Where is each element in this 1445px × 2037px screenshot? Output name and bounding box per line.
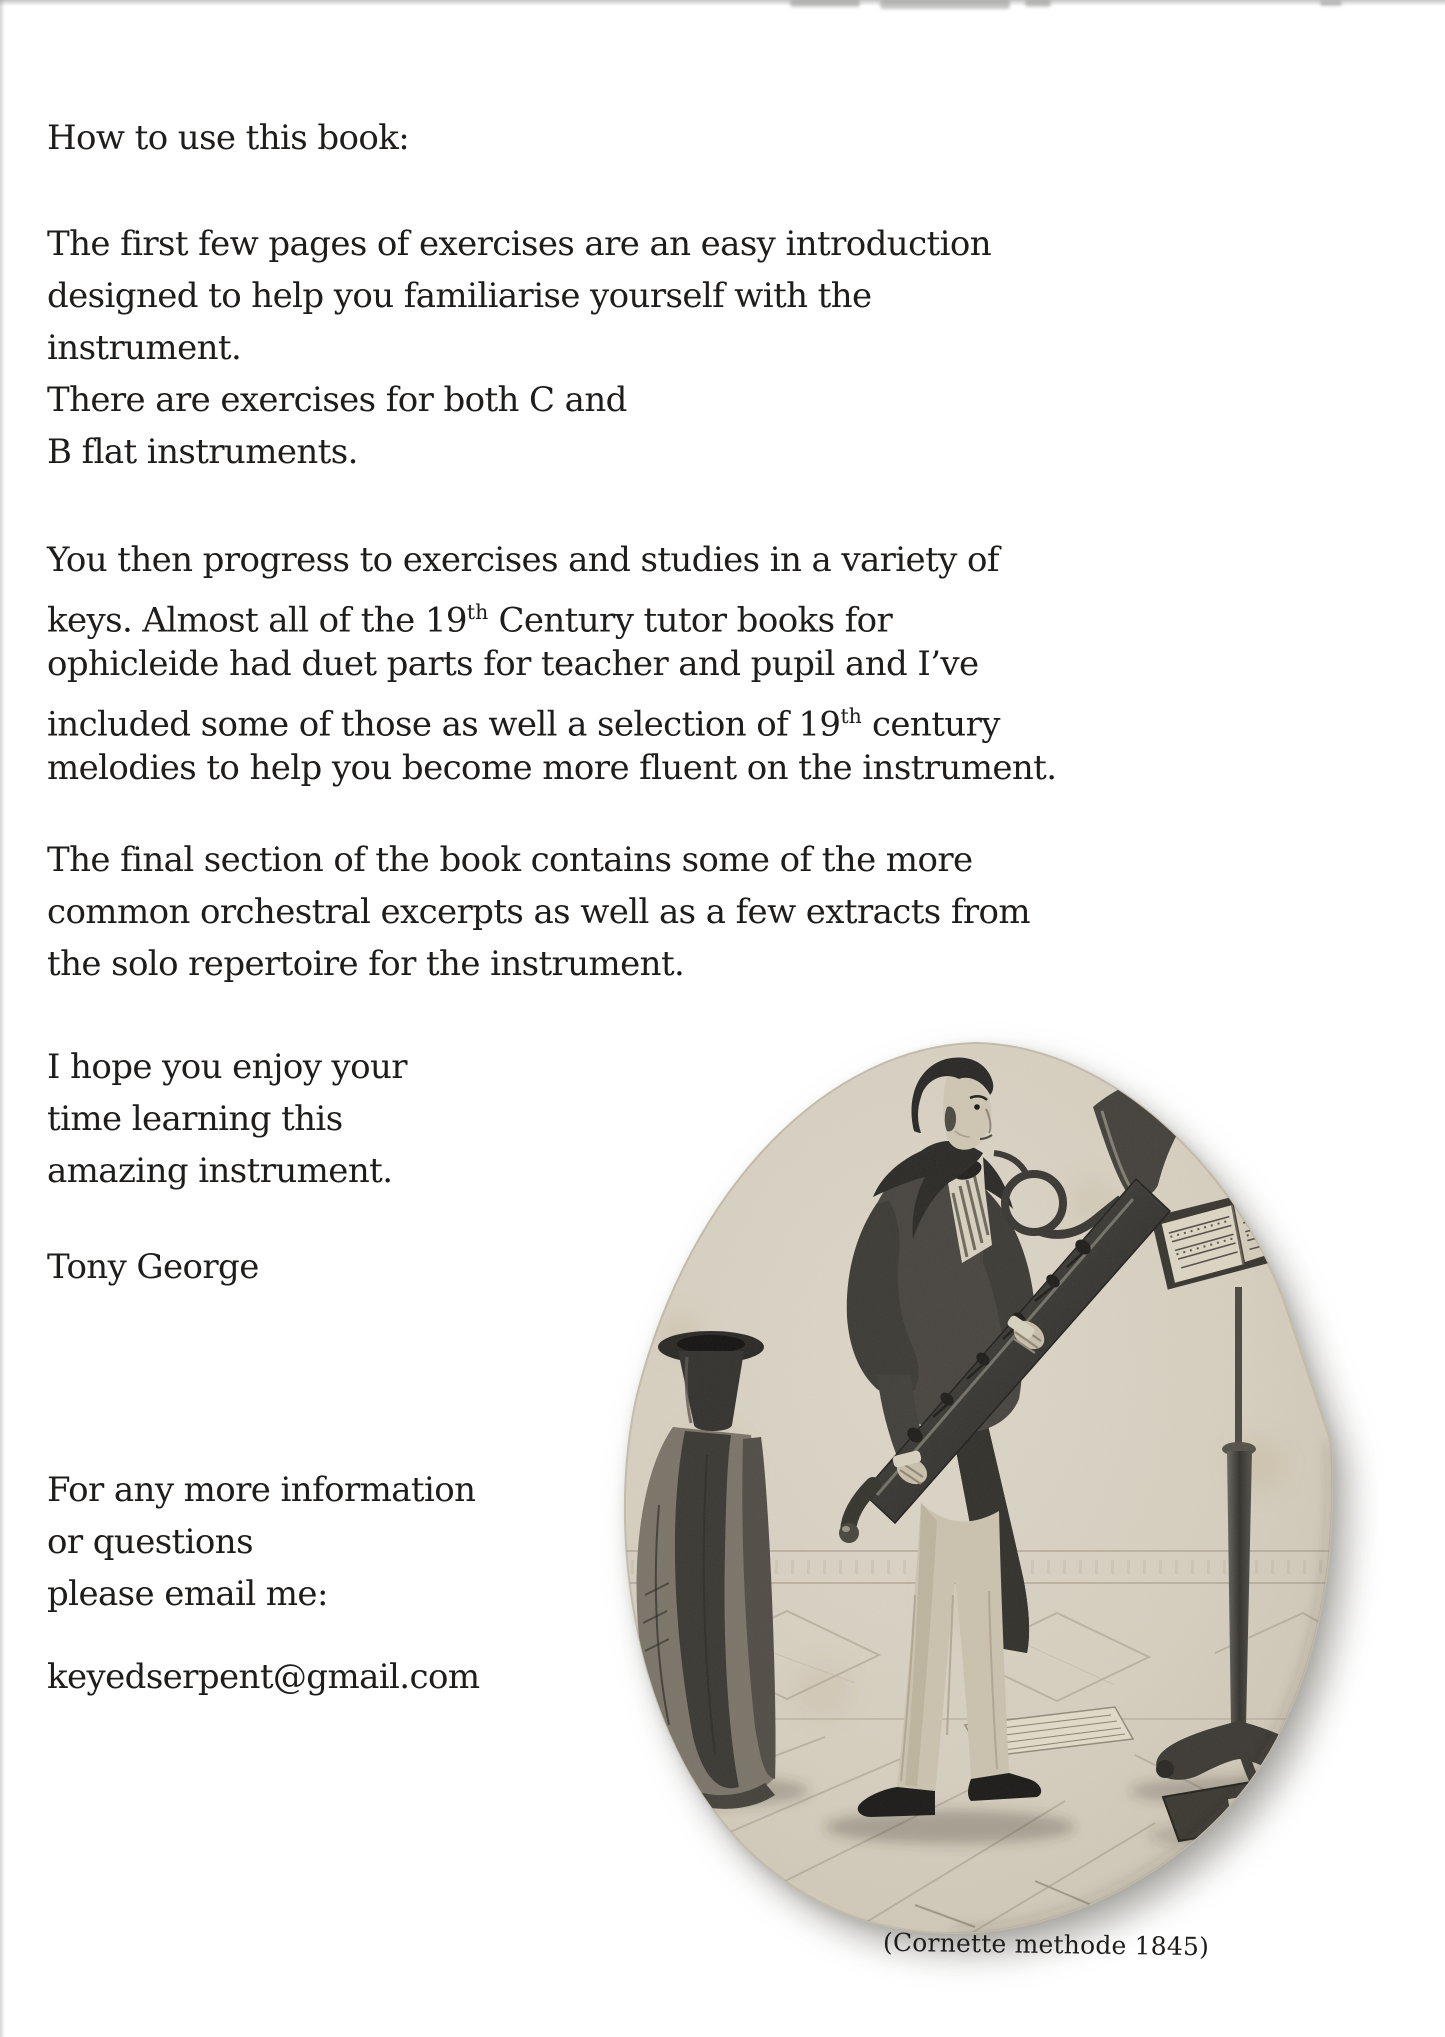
- text-line: please email me:: [47, 1574, 328, 1614]
- text-line: I hope you enjoy your: [47, 1047, 407, 1087]
- text-line: ophicleide had duet parts for teacher and pupil and I’ve: [47, 644, 979, 684]
- superscript: th: [466, 600, 489, 624]
- text-fragment: century: [861, 704, 1000, 745]
- scan-edge-left: [0, 0, 5, 2037]
- scan-smudge: [790, 0, 860, 7]
- text-line: [47, 690, 1056, 745]
- text-line: designed to help you familiarise yourself with the: [47, 276, 872, 316]
- text-line: For any more information: [47, 1470, 476, 1510]
- email-address: keyedserpent@gmail.com: [47, 1657, 480, 1697]
- text-line: melodies to help you become more fluent on the instrument.: [47, 748, 1057, 788]
- scan-smudge: [880, 0, 1010, 9]
- text-line: or questions: [47, 1522, 253, 1562]
- paragraph-intro: [47, 218, 991, 478]
- page-title: How to use this book:: [47, 118, 410, 158]
- paragraph-final-section: [47, 834, 1030, 990]
- text-line: common orchestral excerpts as well as a few extracts from: [47, 892, 1030, 932]
- text-line: The first few pages of exercises are an easy introduction: [47, 224, 992, 264]
- scan-edge-top: [0, 0, 1445, 6]
- text-fragment: Century tutor books for: [488, 600, 893, 641]
- text-line: time learning this: [47, 1099, 343, 1139]
- text-line: You then progress to exercises and studies in a variety of: [47, 540, 999, 580]
- text-line: B flat instruments.: [47, 432, 358, 472]
- text-line: amazing instrument.: [47, 1151, 393, 1191]
- scan-smudge: [1320, 1, 1342, 6]
- text-line: [47, 586, 1056, 641]
- text-line: There are exercises for both C and: [47, 380, 627, 420]
- text-line: the solo repertoire for the instrument.: [47, 944, 685, 984]
- ink-fleck: [1119, 1046, 1125, 1052]
- text-line: The final section of the book contains some of the more: [47, 840, 973, 880]
- paragraph-contact: [47, 1464, 475, 1620]
- scan-smudge: [1025, 0, 1051, 7]
- text-fragment: included some of those as well a selection of 19: [47, 704, 841, 745]
- text-fragment: keys. Almost all of the 19: [47, 600, 467, 641]
- text-line: instrument.: [47, 328, 242, 368]
- ophicleide-engraving-illustration: [615, 1035, 1335, 1937]
- signature: Tony George: [47, 1247, 259, 1287]
- paragraph-progress: [47, 534, 1056, 794]
- illustration-caption: (Cornette methode 1845): [882, 1927, 1210, 1962]
- superscript: th: [840, 704, 862, 728]
- paragraph-closing: [47, 1041, 407, 1197]
